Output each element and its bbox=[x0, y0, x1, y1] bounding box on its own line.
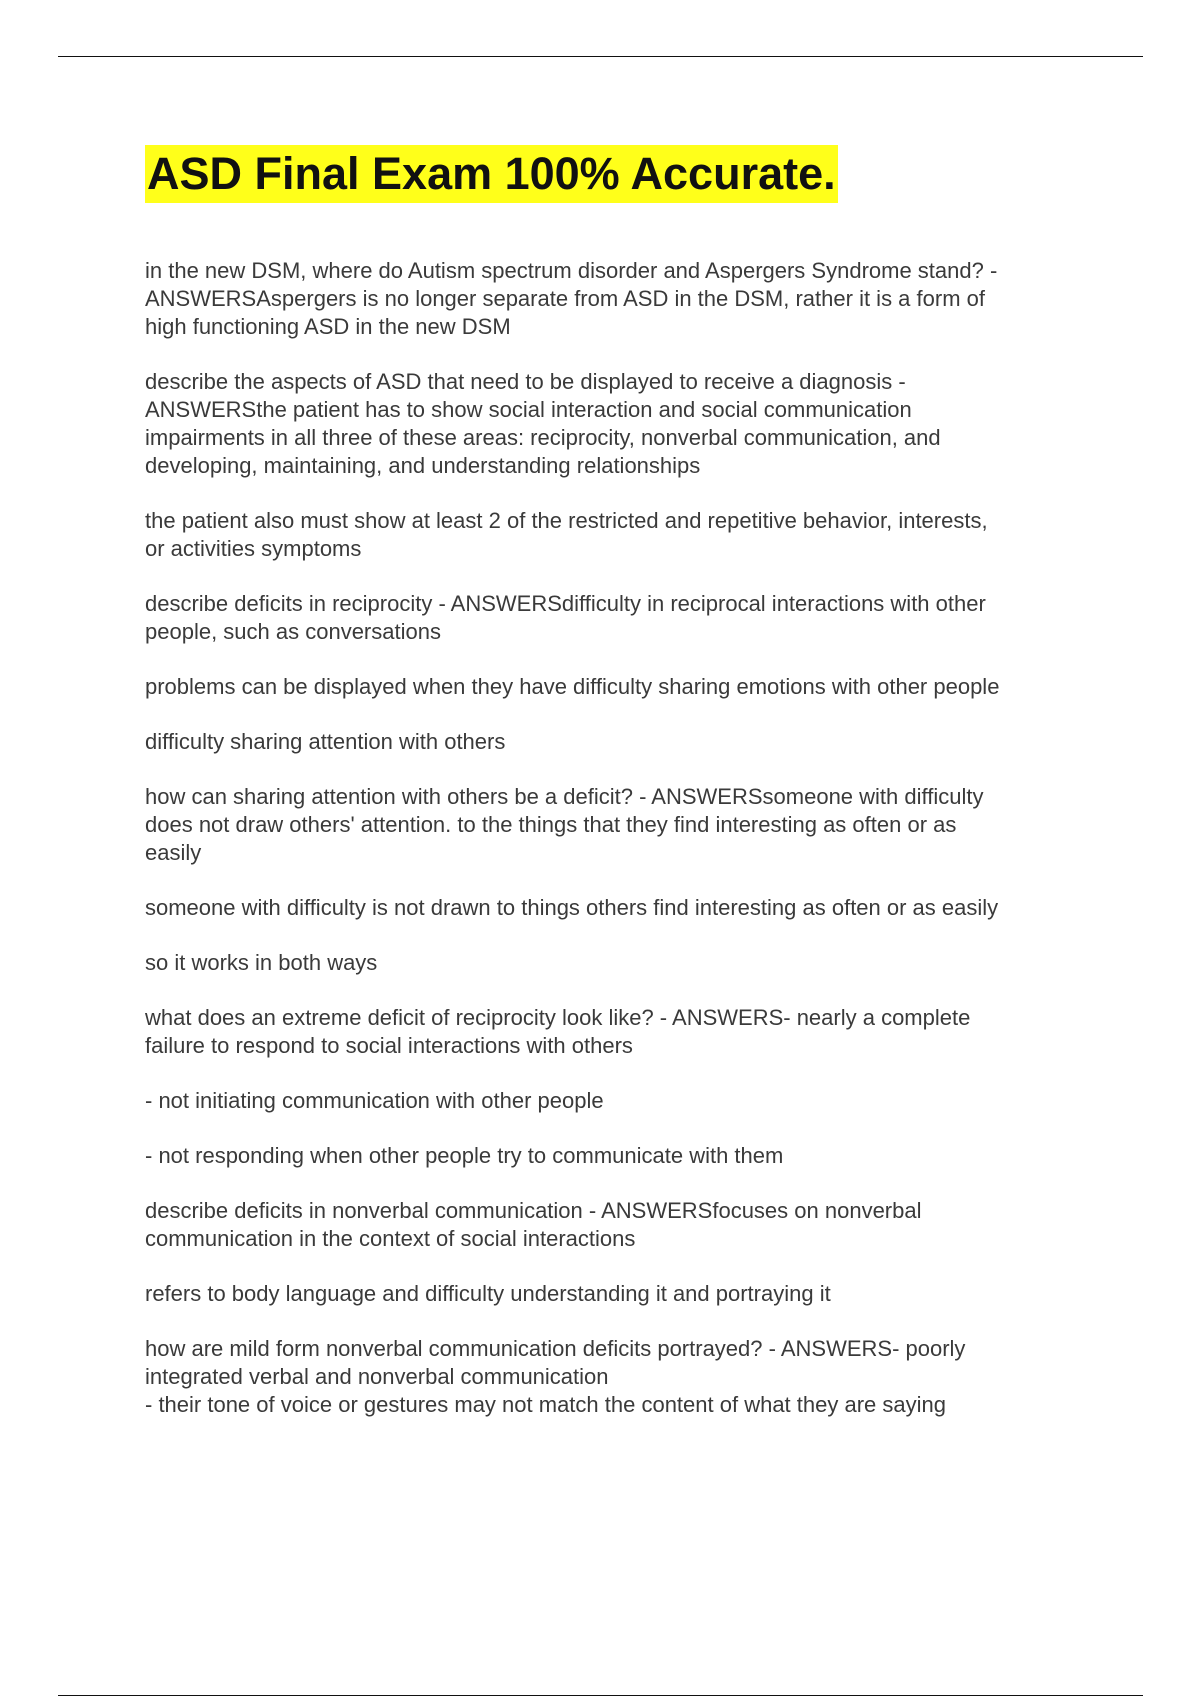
footer-rule bbox=[58, 1695, 1143, 1696]
paragraph bbox=[145, 257, 1090, 341]
paragraph-line: describe deficits in nonverbal communication - ANSWERSfocuses on nonverbal bbox=[145, 1198, 922, 1223]
paragraph bbox=[145, 673, 1090, 701]
paragraph-line: how can sharing attention with others be a deficit? - ANSWERSsomeone with difficulty bbox=[145, 784, 984, 809]
paragraph-line: communication in the context of social interactions bbox=[145, 1226, 636, 1251]
paragraph bbox=[145, 949, 1090, 977]
paragraph-line: how are mild form nonverbal communication deficits portrayed? - ANSWERS- poorly bbox=[145, 1336, 966, 1361]
paragraph-line: describe deficits in reciprocity - ANSWERSdifficulty in reciprocal interactions with other bbox=[145, 591, 986, 616]
paragraph-line: or activities symptoms bbox=[145, 536, 362, 561]
paragraph-line: problems can be displayed when they have difficulty sharing emotions with other people bbox=[145, 674, 1000, 699]
paragraph-line: difficulty sharing attention with others bbox=[145, 729, 506, 754]
paragraph-line: developing, maintaining, and understanding relationships bbox=[145, 453, 701, 478]
paragraph bbox=[145, 507, 1090, 563]
paragraph bbox=[145, 1142, 1090, 1170]
paragraph bbox=[145, 1197, 1090, 1253]
paragraph bbox=[145, 894, 1090, 922]
paragraph-line: impairments in all three of these areas: reciprocity, nonverbal communication, and bbox=[145, 425, 941, 450]
paragraph-line: so it works in both ways bbox=[145, 950, 378, 975]
paragraph bbox=[145, 783, 1090, 867]
paragraph bbox=[145, 1335, 1090, 1419]
paragraph-line: easily bbox=[145, 840, 202, 865]
paragraph-line: ANSWERSthe patient has to show social interaction and social communication bbox=[145, 397, 912, 422]
paragraph-line: high functioning ASD in the new DSM bbox=[145, 314, 511, 339]
paragraph-line: failure to respond to social interactions with others bbox=[145, 1033, 633, 1058]
paragraph bbox=[145, 1004, 1090, 1060]
paragraph-line: someone with difficulty is not drawn to things others find interesting as often or as easily bbox=[145, 895, 999, 920]
header-rule bbox=[58, 56, 1143, 57]
paragraph-line: - not initiating communication with other people bbox=[145, 1088, 604, 1113]
paragraph-line: what does an extreme deficit of reciprocity look like? - ANSWERS- nearly a complete bbox=[145, 1005, 971, 1030]
paragraph bbox=[145, 1280, 1090, 1308]
paragraph-line: does not draw others' attention. to the things that they find interesting as often or as bbox=[145, 812, 957, 837]
paragraph-line: refers to body language and difficulty understanding it and portraying it bbox=[145, 1281, 831, 1306]
paragraph bbox=[145, 368, 1090, 480]
page-title: ASD Final Exam 100% Accurate. bbox=[145, 145, 838, 203]
paragraph-line: integrated verbal and nonverbal communication bbox=[145, 1364, 609, 1389]
paragraph-line: the patient also must show at least 2 of the restricted and repetitive behavior, interests, bbox=[145, 508, 988, 533]
document-body bbox=[145, 257, 1090, 1446]
paragraph bbox=[145, 1087, 1090, 1115]
paragraph-line: describe the aspects of ASD that need to be displayed to receive a diagnosis - bbox=[145, 369, 906, 394]
paragraph-line: - not responding when other people try to communicate with them bbox=[145, 1143, 784, 1168]
paragraph-line: people, such as conversations bbox=[145, 619, 441, 644]
paragraph-line: - their tone of voice or gestures may not match the content of what they are saying bbox=[145, 1392, 946, 1417]
paragraph-line: ANSWERSAspergers is no longer separate from ASD in the DSM, rather it is a form of bbox=[145, 286, 985, 311]
paragraph bbox=[145, 590, 1090, 646]
paragraph bbox=[145, 728, 1090, 756]
paragraph-line: in the new DSM, where do Autism spectrum disorder and Aspergers Syndrome stand? - bbox=[145, 258, 998, 283]
